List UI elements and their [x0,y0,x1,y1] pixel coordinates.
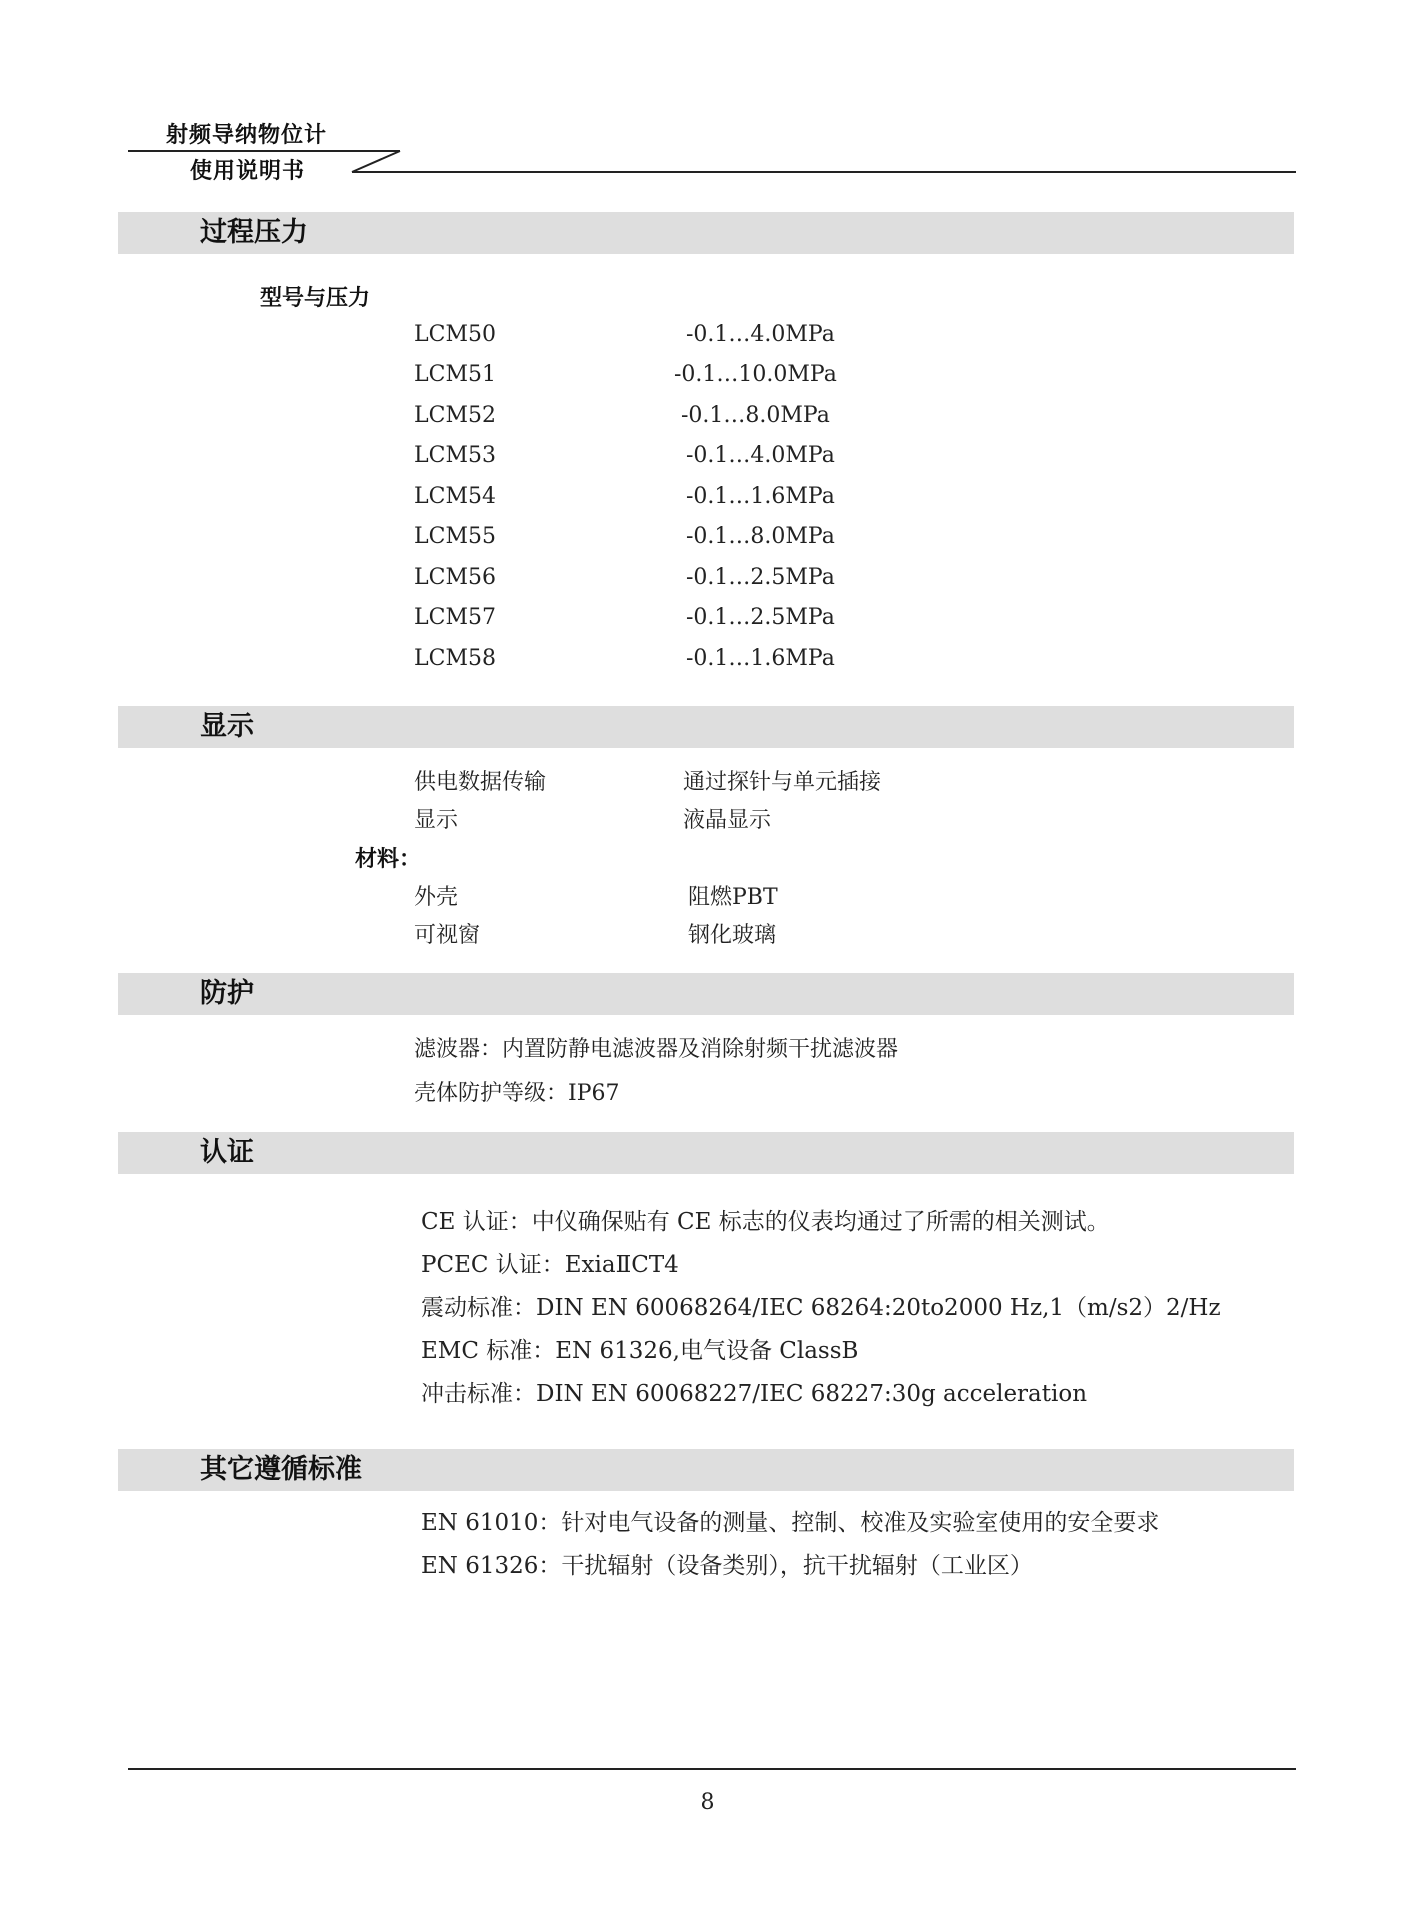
pressure-range: -0.1…1.6MPa [686,484,835,509]
display-value: 通过探针与单元插接 [683,770,882,795]
pressure-model: LCM58 [414,646,496,671]
materials-heading: 材料： [355,847,422,872]
section-title-pressure: 过程压力 [200,217,308,248]
pressure-range: -0.1…4.0MPa [686,322,835,347]
certification-line: PCEC 认证：ExiaⅡCT4 [421,1252,679,1278]
protection-line: 壳体防护等级：IP67 [414,1081,620,1106]
pressure-model: LCM57 [414,605,496,630]
header-subtitle: 使用说明书 [190,159,306,184]
standard-line: EN 61326：干扰辐射（设备类别），抗干扰辐射（工业区） [421,1553,1033,1579]
material-label: 可视窗 [414,923,481,948]
section-header-pressure [118,212,1294,254]
section-header-certification [118,1132,1294,1174]
pressure-model: LCM50 [414,322,496,347]
pressure-range: -0.1…4.0MPa [686,443,835,468]
material-value: 钢化玻璃 [688,923,777,948]
section-title-protection: 防护 [200,978,254,1009]
material-label: 外壳 [414,885,459,910]
pressure-range: -0.1…2.5MPa [686,605,835,630]
section-header-protection [118,973,1294,1015]
page-number: 8 [700,1790,715,1815]
section-header-other-standards [118,1449,1294,1491]
pressure-model: LCM55 [414,524,496,549]
pressure-model: LCM52 [414,403,496,428]
pressure-model: LCM51 [414,362,496,387]
pressure-range: -0.1…10.0MPa [674,362,837,387]
pressure-model: LCM56 [414,565,496,590]
display-value: 液晶显示 [683,808,772,833]
pressure-range: -0.1…8.0MPa [686,524,835,549]
pressure-model: LCM53 [414,443,496,468]
section-title-display: 显示 [200,711,254,742]
pressure-range: -0.1…8.0MPa [681,403,830,428]
protection-line: 滤波器：内置防静电滤波器及消除射频干扰滤波器 [414,1037,899,1062]
section-title-other-standards: 其它遵循标准 [200,1454,362,1485]
display-label: 供电数据传输 [414,770,547,795]
certification-line: EMC 标准：EN 61326,电气设备 ClassB [421,1338,859,1364]
header-title: 射频导纳物位计 [166,123,328,148]
pressure-subheading: 型号与压力 [260,286,371,311]
section-header-display [118,706,1294,748]
certification-line: CE 认证：中仪确保贴有 CE 标志的仪表均通过了所需的相关测试。 [421,1209,1110,1235]
footer-rule [128,1768,1296,1770]
certification-line: 震动标准：DIN EN 60068264/IEC 68264:20to2000 Hz,1（m/s2）2/Hz [421,1295,1221,1321]
section-title-certification: 认证 [200,1137,254,1168]
standard-line: EN 61010：针对电气设备的测量、控制、校准及实验室使用的安全要求 [421,1510,1160,1536]
material-value: 阻燃PBT [688,885,778,910]
pressure-model: LCM54 [414,484,496,509]
display-label: 显示 [414,808,459,833]
certification-line: 冲击标准：DIN EN 60068227/IEC 68227:30g acceleration [421,1381,1088,1407]
pressure-range: -0.1…1.6MPa [686,646,835,671]
pressure-range: -0.1…2.5MPa [686,565,835,590]
